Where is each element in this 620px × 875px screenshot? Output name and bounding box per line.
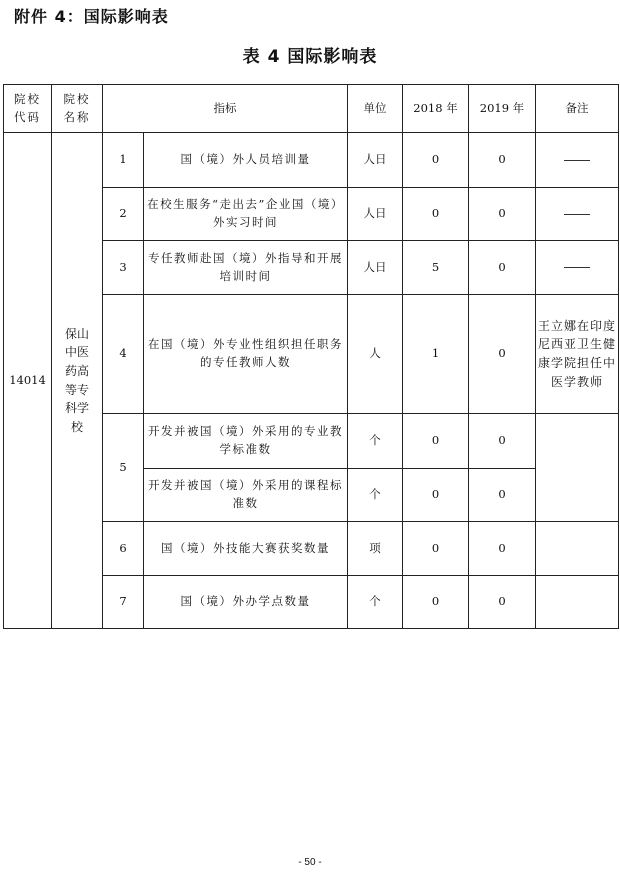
header-school-code: 院校 代码 [4, 85, 52, 133]
remark-cell [536, 576, 619, 629]
value-2019: 0 [469, 469, 536, 522]
international-influence-table [3, 84, 619, 629]
value-2018: 5 [403, 241, 469, 295]
value-2018: 0 [403, 133, 469, 188]
row-number: 6 [103, 522, 144, 576]
value-2019: 0 [469, 188, 536, 241]
unit-cell: 项 [348, 522, 403, 576]
value-2019: 0 [469, 522, 536, 576]
school-code: 14014 [4, 133, 52, 629]
value-2019: 0 [469, 295, 536, 414]
value-2018: 0 [403, 414, 469, 469]
indicator-text: 在国（境）外专业性组织担任职务的专任教师人数 [144, 295, 348, 414]
row-number: 1 [103, 133, 144, 188]
remark-cell: 王立娜在印度尼西亚卫生健康学院担任中医学教师 [536, 295, 619, 414]
dash-mark [564, 160, 590, 161]
row-number: 7 [103, 576, 144, 629]
remark-cell [536, 522, 619, 576]
header-school-name: 院校 名称 [52, 85, 103, 133]
row-number: 2 [103, 188, 144, 241]
value-2018: 0 [403, 576, 469, 629]
indicator-text: 开发并被国（境）外采用的课程标准数 [144, 469, 348, 522]
unit-cell: 个 [348, 576, 403, 629]
value-2018: 0 [403, 469, 469, 522]
attachment-heading: 附件 4：国际影响表 [14, 7, 169, 26]
indicator-text: 国（境）外人员培训量 [144, 133, 348, 188]
header-2019: 2019 年 [469, 85, 536, 133]
value-2018: 1 [403, 295, 469, 414]
row-number: 5 [103, 414, 144, 522]
unit-cell: 人日 [348, 241, 403, 295]
header-2018: 2018 年 [403, 85, 469, 133]
unit-cell: 个 [348, 414, 403, 469]
page-number: - 50 - [298, 857, 322, 868]
row-number: 3 [103, 241, 144, 295]
value-2019: 0 [469, 414, 536, 469]
remark-cell [536, 241, 619, 295]
value-2019: 0 [469, 576, 536, 629]
value-2018: 0 [403, 188, 469, 241]
indicator-text: 在校生服务“走出去”企业国（境）外实习时间 [144, 188, 348, 241]
value-2019: 0 [469, 133, 536, 188]
dash-mark [564, 214, 590, 215]
school-name: 保山 中医 药高 等专 科学 校 [52, 133, 103, 629]
unit-cell: 人日 [348, 133, 403, 188]
remark-cell [536, 188, 619, 241]
remark-cell [536, 133, 619, 188]
header-indicator: 指标 [103, 85, 348, 133]
value-2018: 0 [403, 522, 469, 576]
table-row [4, 133, 619, 188]
unit-cell: 人 [348, 295, 403, 414]
indicator-text: 开发并被国（境）外采用的专业教学标准数 [144, 414, 348, 469]
indicator-text: 国（境）外办学点数量 [144, 576, 348, 629]
row-number: 4 [103, 295, 144, 414]
header-unit: 单位 [348, 85, 403, 133]
indicator-text: 专任教师赴国（境）外指导和开展培训时间 [144, 241, 348, 295]
value-2019: 0 [469, 241, 536, 295]
indicator-text: 国（境）外技能大赛获奖数量 [144, 522, 348, 576]
header-remark: 备注 [536, 85, 619, 133]
unit-cell: 人日 [348, 188, 403, 241]
table-title: 表 4 国际影响表 [242, 47, 378, 67]
dash-mark [564, 267, 590, 268]
header-row [4, 85, 619, 133]
unit-cell: 个 [348, 469, 403, 522]
remark-cell [536, 414, 619, 522]
